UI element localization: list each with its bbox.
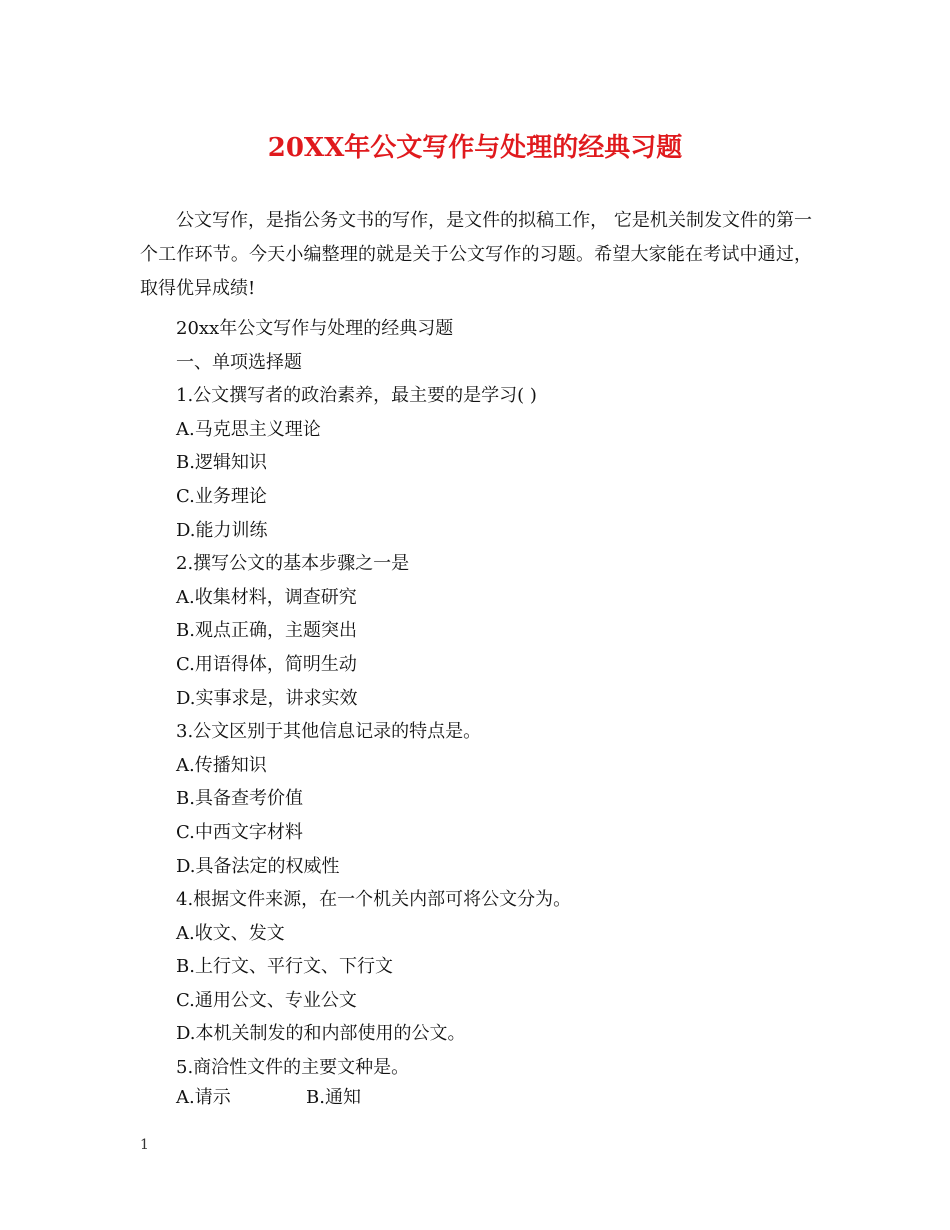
option-line: B.上行文、平行文、下行文 [176,956,393,978]
option-line: D.具备法定的权威性 [176,855,340,877]
option-a: A.请示 [176,1087,231,1108]
option-line: D.本机关制发的和内部使用的公文。 [176,1023,466,1045]
option-line: D.能力训练 [176,519,268,541]
question-line: 3.公文区别于其他信息记录的特点是。 [176,721,482,743]
option-b: B.通知 [306,1087,361,1108]
document-title: 20XX年公文写作与处理的经典习题 [267,133,683,163]
option-line: B.观点正确，主题突出 [176,620,357,642]
section-heading: 一、单项选择题 [176,351,302,373]
options-row [176,1081,361,1115]
question-line: 4.根据文件来源，在一个机关内部可将公文分为。 [176,889,572,911]
question-line: 5.商洽性文件的主要文种是。 [176,1057,410,1079]
option-line: C.中西文字材料 [176,821,303,843]
question-line: 2.撰写公文的基本步骤之一是 [176,553,410,575]
option-line: A.传播知识 [176,754,267,776]
question-line: 1.公文撰写者的政治素养，最主要的是学习( ) [176,385,537,407]
subtitle-line: 20xx年公文写作与处理的经典习题 [176,318,454,339]
option-line: C.通用公文、专业公文 [176,989,357,1011]
question-list [176,312,816,1085]
option-line: B.逻辑知识 [176,452,267,474]
option-line: A.马克思主义理论 [176,418,321,440]
intro-paragraph: 公文写作，是指公务文书的写作，是文件的拟稿工作， 它是机关制发文件的第一个工作环节。今天小编整理的就是关于公文写作的习题。希望大家能在考试中通过，取得优异成绩! [140,210,812,299]
option-line: C.业务理论 [176,485,267,507]
option-line: A.收集材料，调查研究 [176,586,357,608]
option-line: A.收文、发文 [176,922,285,944]
page-number: 1 [140,1137,149,1153]
option-line: D.实事求是，讲求实效 [176,687,358,709]
option-line: B.具备查考价值 [176,788,303,810]
option-line: C.用语得体，简明生动 [176,653,357,675]
